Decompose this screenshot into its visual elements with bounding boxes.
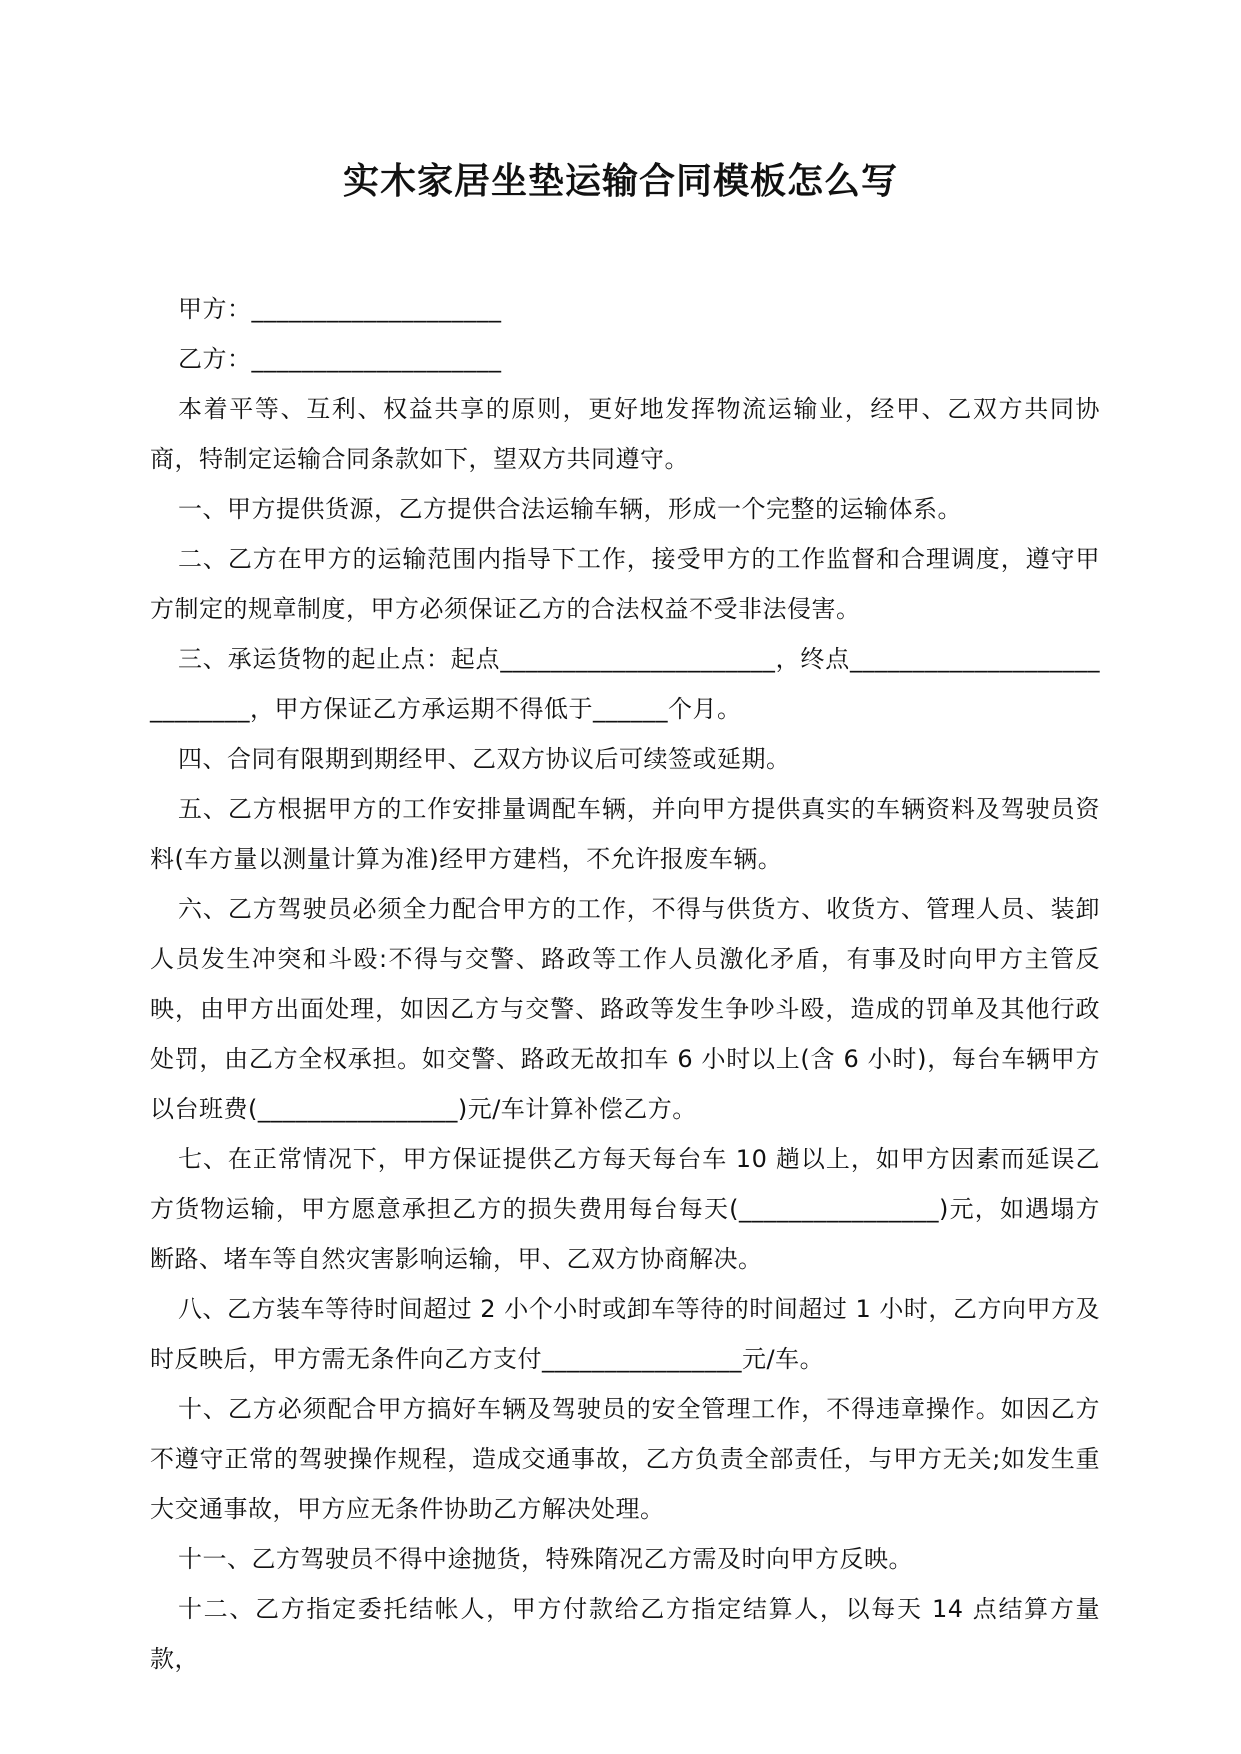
document-body: [150, 284, 1100, 1684]
clause-6: 六、乙方驾驶员必须全力配合甲方的工作，不得与供货方、收货方、管理人员、装卸人员发生冲突和斗殴:不得与交警、路政等工作人员激化矛盾，有事及时向甲方主管反映，由甲方出面处理，如因乙方与交警、路政等发生争吵斗殴，造成的罚单及其他行政处罚，由乙方全权承担。如交警、路政无故扣车 6 小时以上(含 6 小时)，每台车辆甲方以台班费(________________)元/车计算补偿乙方。: [150, 895, 1100, 1123]
document-title: 实木家居坐垫运输合同模板怎么写: [342, 161, 898, 202]
clause-7: 七、在正常情况下，甲方保证提供乙方每天每台车 10 趟以上，如甲方因素而延误乙方货物运输，甲方愿意承担乙方的损失费用每台每天(________________)元，如遇塌方断路、堵车等自然灾害影响运输，甲、乙双方协商解决。: [150, 1145, 1100, 1273]
clause-5: 五、乙方根据甲方的工作安排量调配车辆，并向甲方提供真实的车辆资料及驾驶员资料(车方量以测量计算为准)经甲方建档，不允许报废车辆。: [150, 795, 1100, 873]
clause-11: 十一、乙方驾驶员不得中途抛货，特殊隋况乙方需及时向甲方反映。: [178, 1545, 913, 1573]
clause-10: 十、乙方必须配合甲方搞好车辆及驾驶员的安全管理工作，不得违章操作。如因乙方不遵守正常的驾驶操作规程，造成交通事故，乙方负责全部责任，与甲方无关;如发生重大交通事故，甲方应无条件协助乙方解决处理。: [150, 1395, 1100, 1523]
preamble-paragraph: 本着平等、互利、权益共享的原则，更好地发挥物流运输业，经甲、乙双方共同协商，特制定运输合同条款如下，望双方共同遵守。: [150, 395, 1100, 473]
clause-4: 四、合同有限期到期经甲、乙双方协议后可续签或延期。: [178, 745, 791, 773]
party-a-line: 甲方：____________________: [178, 295, 502, 323]
clause-3: 三、承运货物的起止点：起点______________________，终点____________________________，甲方保证乙方承运期不得低于______个月。: [150, 645, 1100, 723]
clause-12: 十二、乙方指定委托结帐人，甲方付款给乙方指定结算人，以每天 14 点结算方量款，: [150, 1595, 1100, 1673]
clause-1: 一、甲方提供货源，乙方提供合法运输车辆，形成一个完整的运输体系。: [178, 495, 962, 523]
clause-8: 八、乙方装车等待时间超过 2 小个小时或卸车等待的时间超过 1 小时，乙方向甲方及时反映后，甲方需无条件向乙方支付________________元/车。: [150, 1295, 1100, 1373]
clause-2: 二、乙方在甲方的运输范围内指导下工作，接受甲方的工作监督和合理调度，遵守甲方制定的规章制度，甲方必须保证乙方的合法权益不受非法侵害。: [150, 545, 1100, 623]
party-b-line: 乙方：____________________: [178, 345, 502, 373]
